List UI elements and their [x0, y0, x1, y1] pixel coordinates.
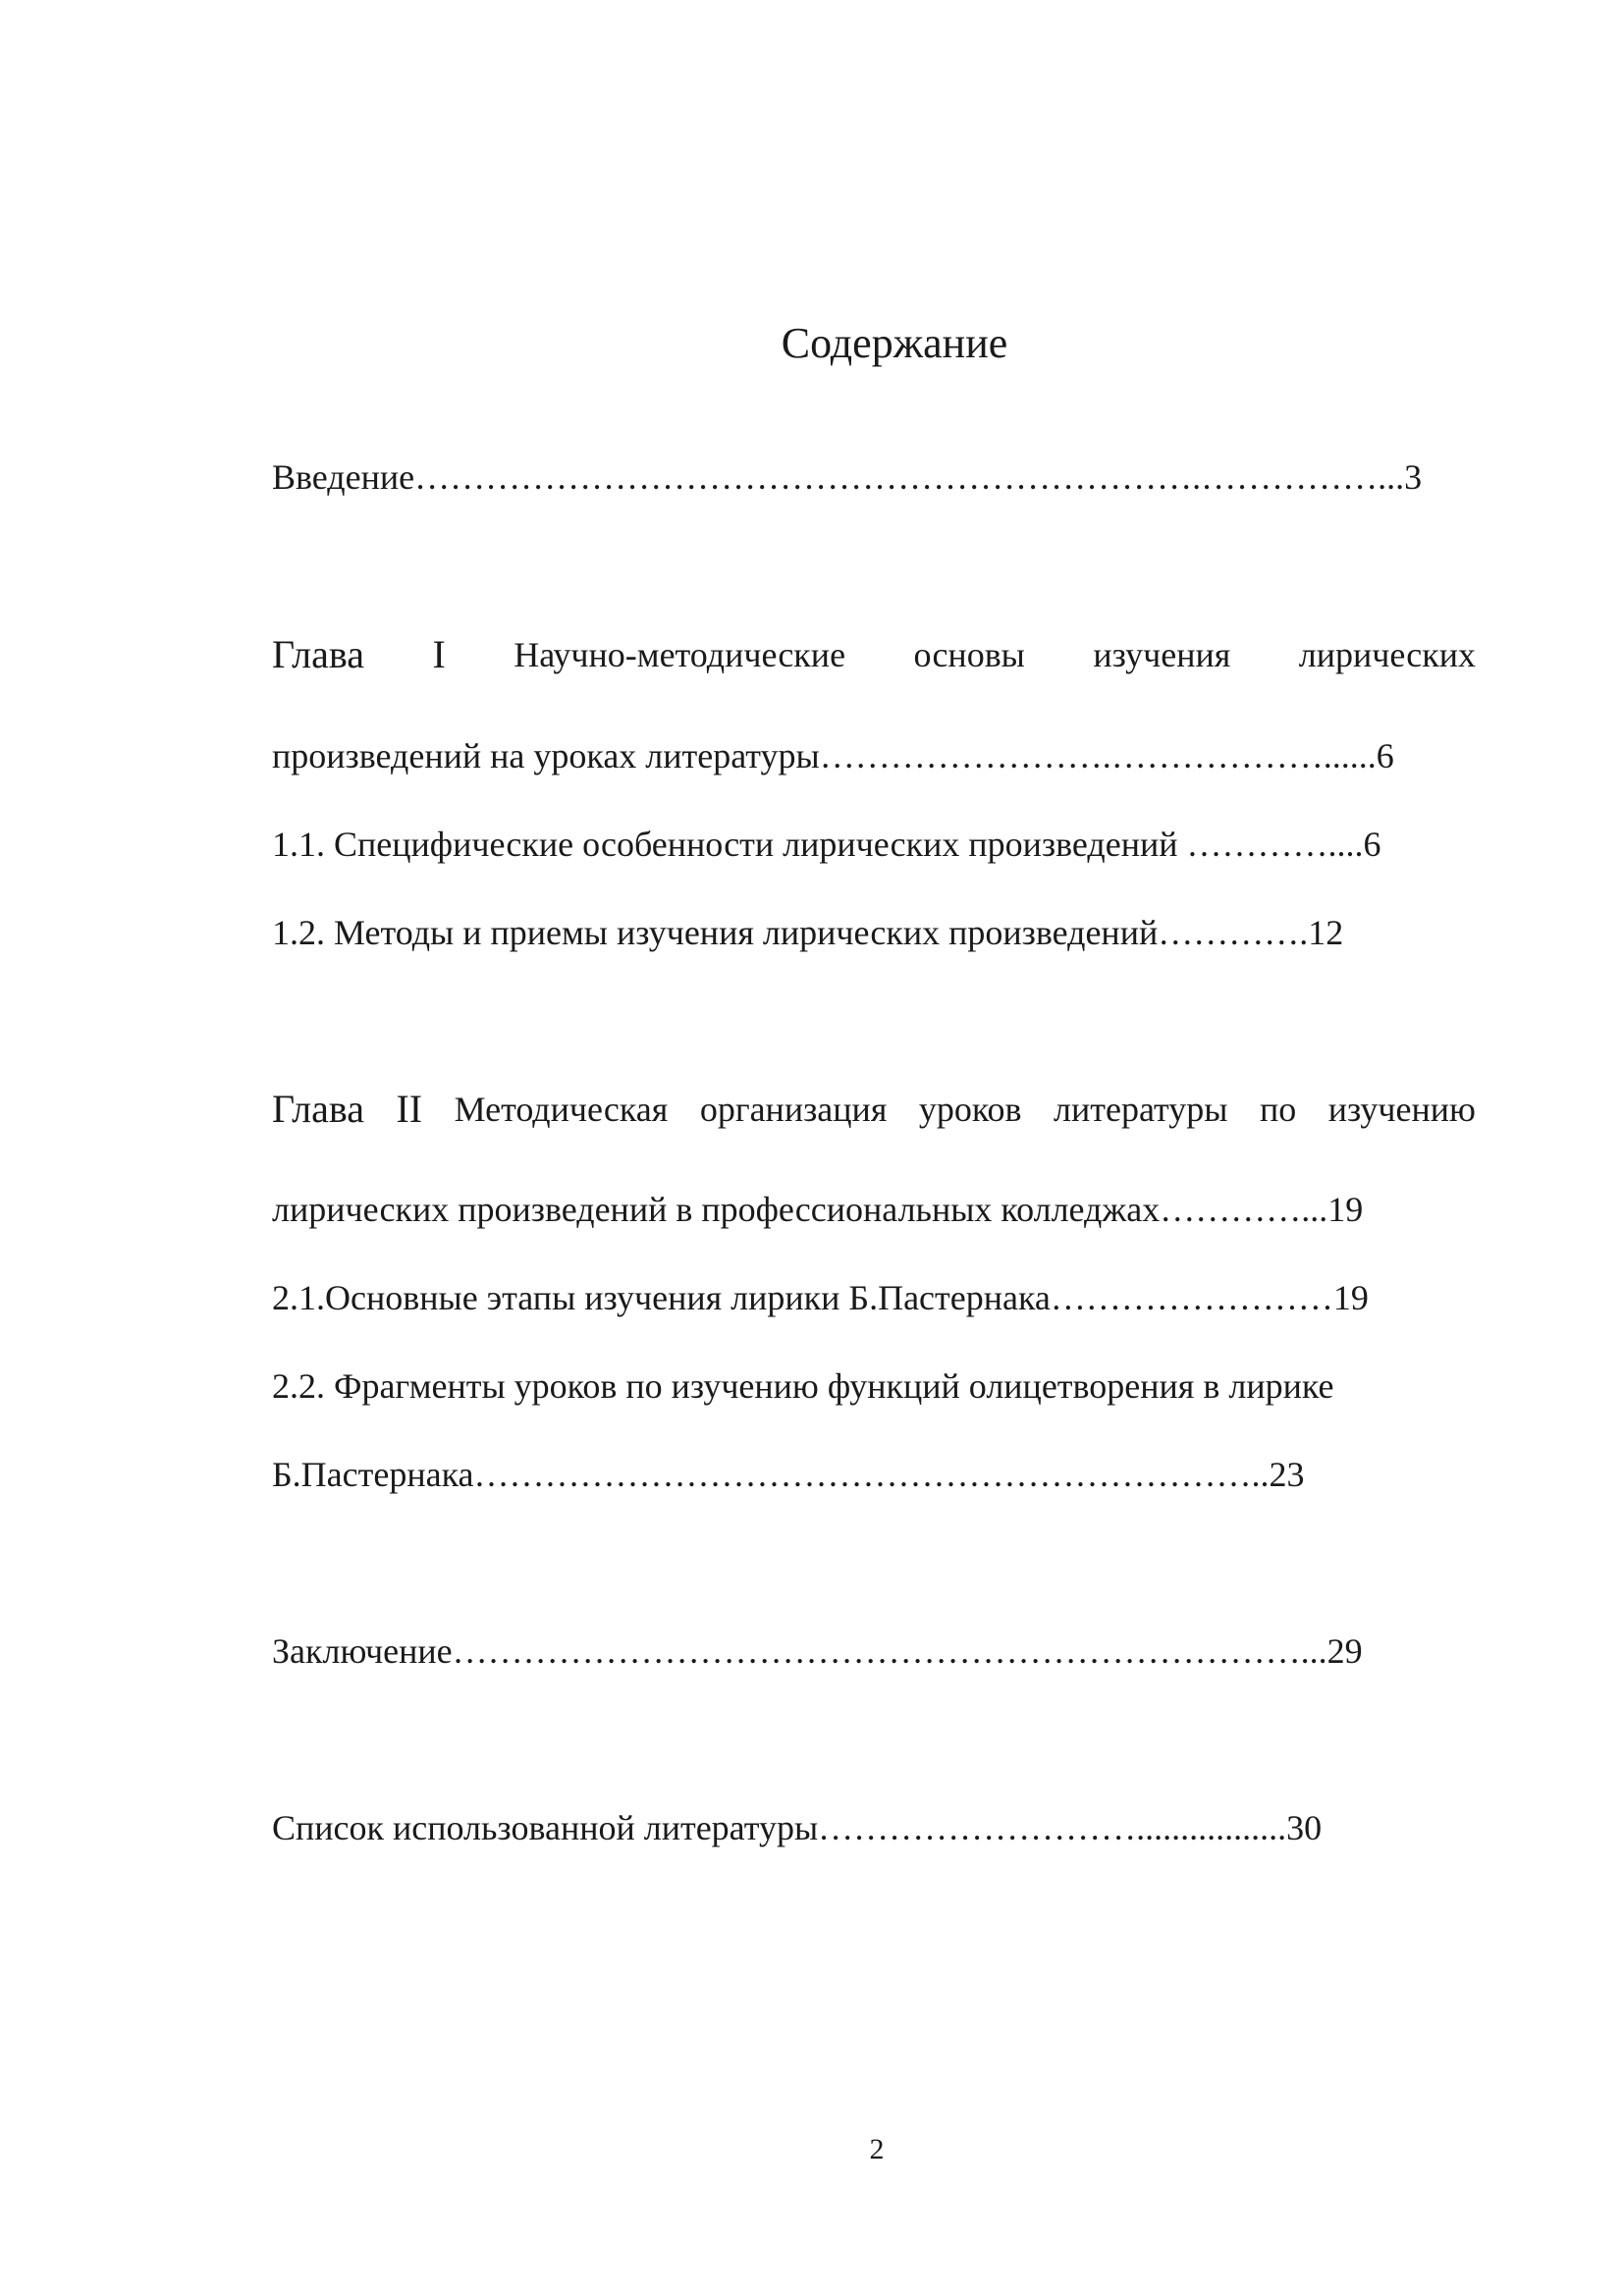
chapter2-word: литературы	[1054, 1090, 1228, 1129]
chapter2-word: II	[396, 1087, 423, 1131]
chapter1-word: основы	[913, 635, 1025, 674]
chapter1-word: изучения	[1093, 635, 1231, 674]
chapter2-word: организация	[699, 1090, 888, 1129]
chapter1-word: Научно-методические	[514, 635, 846, 674]
chapter2-word: Глава	[272, 1087, 364, 1131]
toc-entry-bibliography: Список использованной литературы……………………….................30	[272, 1808, 1323, 1847]
toc-entry-intro: Введение………………………………………………………….……………...3	[272, 457, 1423, 497]
page-number: 2	[869, 2133, 885, 2165]
toc-chapter1-line2: произведений на уроках литературы…………………….………………......6	[272, 736, 1394, 775]
toc-section-1-1: 1.1. Специфические особенности лирических произведений …………....6	[272, 825, 1381, 864]
chapter1-word: Глава	[272, 632, 364, 676]
chapter2-word: по	[1259, 1090, 1297, 1129]
toc-chapter1-heading	[272, 633, 1476, 676]
chapter1-word: лирических	[1298, 635, 1476, 674]
page-title: Содержание	[781, 319, 1008, 367]
toc-section-2-2-cont: Б.Пастернака…………………………………………………………..23	[272, 1455, 1305, 1494]
toc-chapter2-line2: лирических произведений в профессиональных колледжах…………...19	[272, 1190, 1364, 1229]
chapter1-word: I	[432, 632, 446, 676]
chapter2-word: Методическая	[454, 1090, 669, 1129]
chapter2-word: уроков	[918, 1090, 1022, 1129]
toc-section-1-2: 1.2. Методы и приемы изучения лирических произведений………….12	[272, 913, 1344, 952]
toc-entry-conclusion: Заключение………………………………………………………………...29	[272, 1631, 1363, 1671]
toc-chapter2-heading	[272, 1088, 1476, 1131]
toc-section-2-2: 2.2. Фрагменты уроков по изучению функций олицетворения в лирике	[272, 1366, 1334, 1406]
chapter2-word: изучению	[1327, 1090, 1476, 1129]
toc-section-2-1: 2.1.Основные этапы изучения лирики Б.Пастернака……………………19	[272, 1278, 1369, 1317]
